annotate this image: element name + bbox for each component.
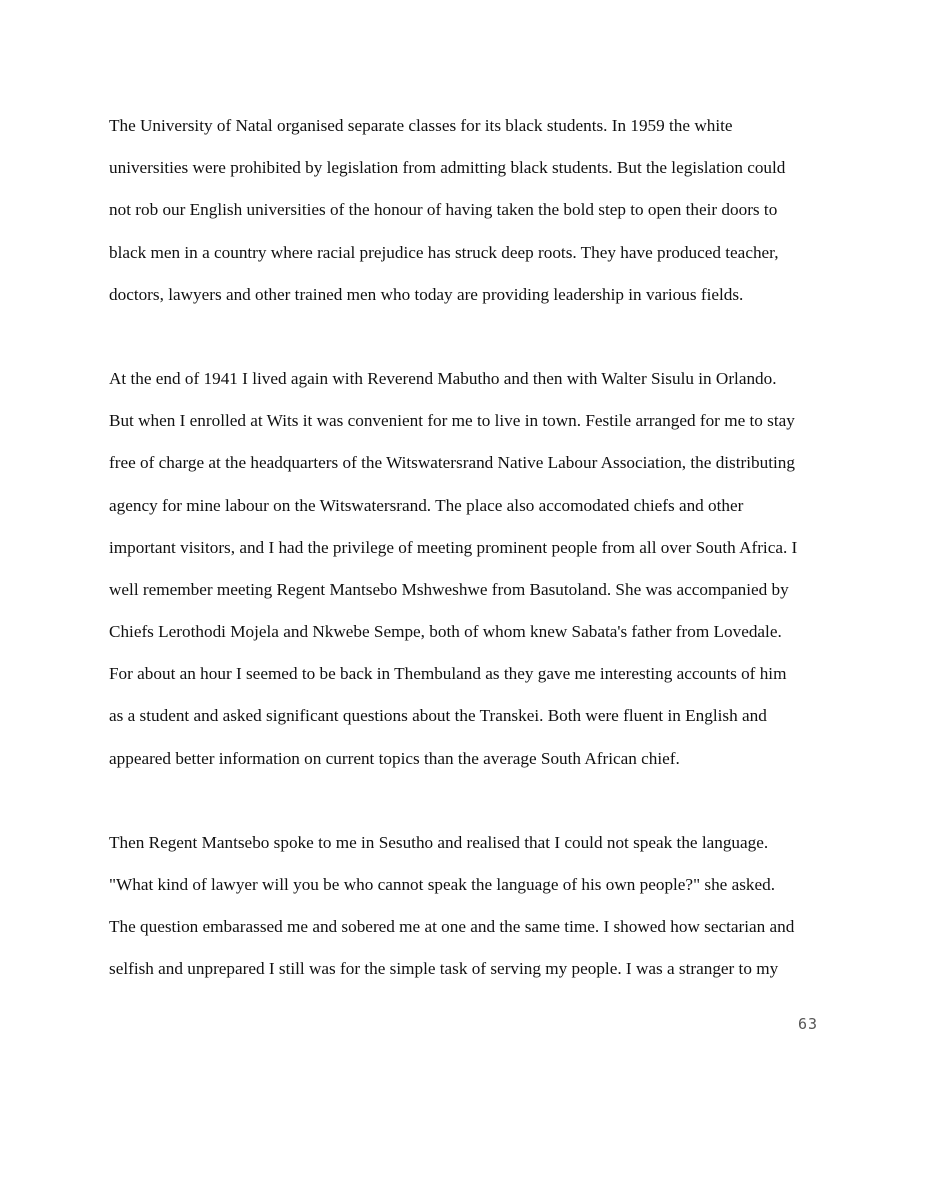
page-number: 63 (797, 1015, 818, 1033)
text-line: At the end of 1941 I lived again with Reverend Mabutho and then with Walter Sisulu in Orlando. (109, 368, 777, 388)
text-line: The question embarassed me and sobered me at one and the same time. I showed how sectarian and (109, 917, 795, 937)
text-line: But when I enrolled at Wits it was convenient for me to live in town. Festile arranged for me to stay (109, 411, 795, 431)
paragraph-3 (109, 822, 825, 991)
text-line: agency for mine labour on the Witswatersrand. The place also accomodated chiefs and other (109, 495, 744, 515)
text-line: free of charge at the headquarters of the Witswatersrand Native Labour Association, the distributing (109, 453, 795, 473)
text-line: Then Regent Mantsebo spoke to me in Sesutho and realised that I could not speak the language. (109, 832, 769, 852)
text-line: selfish and unprepared I still was for the simple task of serving my people. I was a stranger to my (109, 959, 779, 979)
paragraph-2 (109, 358, 825, 780)
text-line: For about an hour I seemed to be back in Thembuland as they gave me interesting accounts of him (109, 664, 787, 684)
text-line: appeared better information on current topics than the average South African chief. (109, 748, 680, 768)
text-line: universities were prohibited by legislation from admitting black students. But the legislation could (109, 158, 786, 178)
text-line: not rob our English universities of the honour of having taken the bold step to open their doors to (109, 200, 778, 220)
text-line: Chiefs Lerothodi Mojela and Nkwebe Sempe, both of whom knew Sabata's father from Lovedale. (109, 622, 782, 642)
text-line: well remember meeting Regent Mantsebo Mshweshwe from Basutoland. She was accompanied by (109, 579, 789, 599)
text-line: black men in a country where racial prejudice has struck deep roots. They have produced teacher, (109, 242, 779, 262)
text-line: as a student and asked significant questions about the Transkei. Both were fluent in English and (109, 706, 767, 726)
paragraph-1 (109, 105, 825, 316)
body-text (109, 105, 825, 991)
text-line: The University of Natal organised separate classes for its black students. In 1959 the white (109, 116, 733, 135)
text-line: "What kind of lawyer will you be who cannot speak the language of his own people?" she asked. (109, 875, 776, 894)
text-line: doctors, lawyers and other trained men who today are providing leadership in various fields. (109, 284, 744, 304)
text-line: important visitors, and I had the privilege of meeting prominent people from all over South Africa. I (109, 537, 798, 557)
